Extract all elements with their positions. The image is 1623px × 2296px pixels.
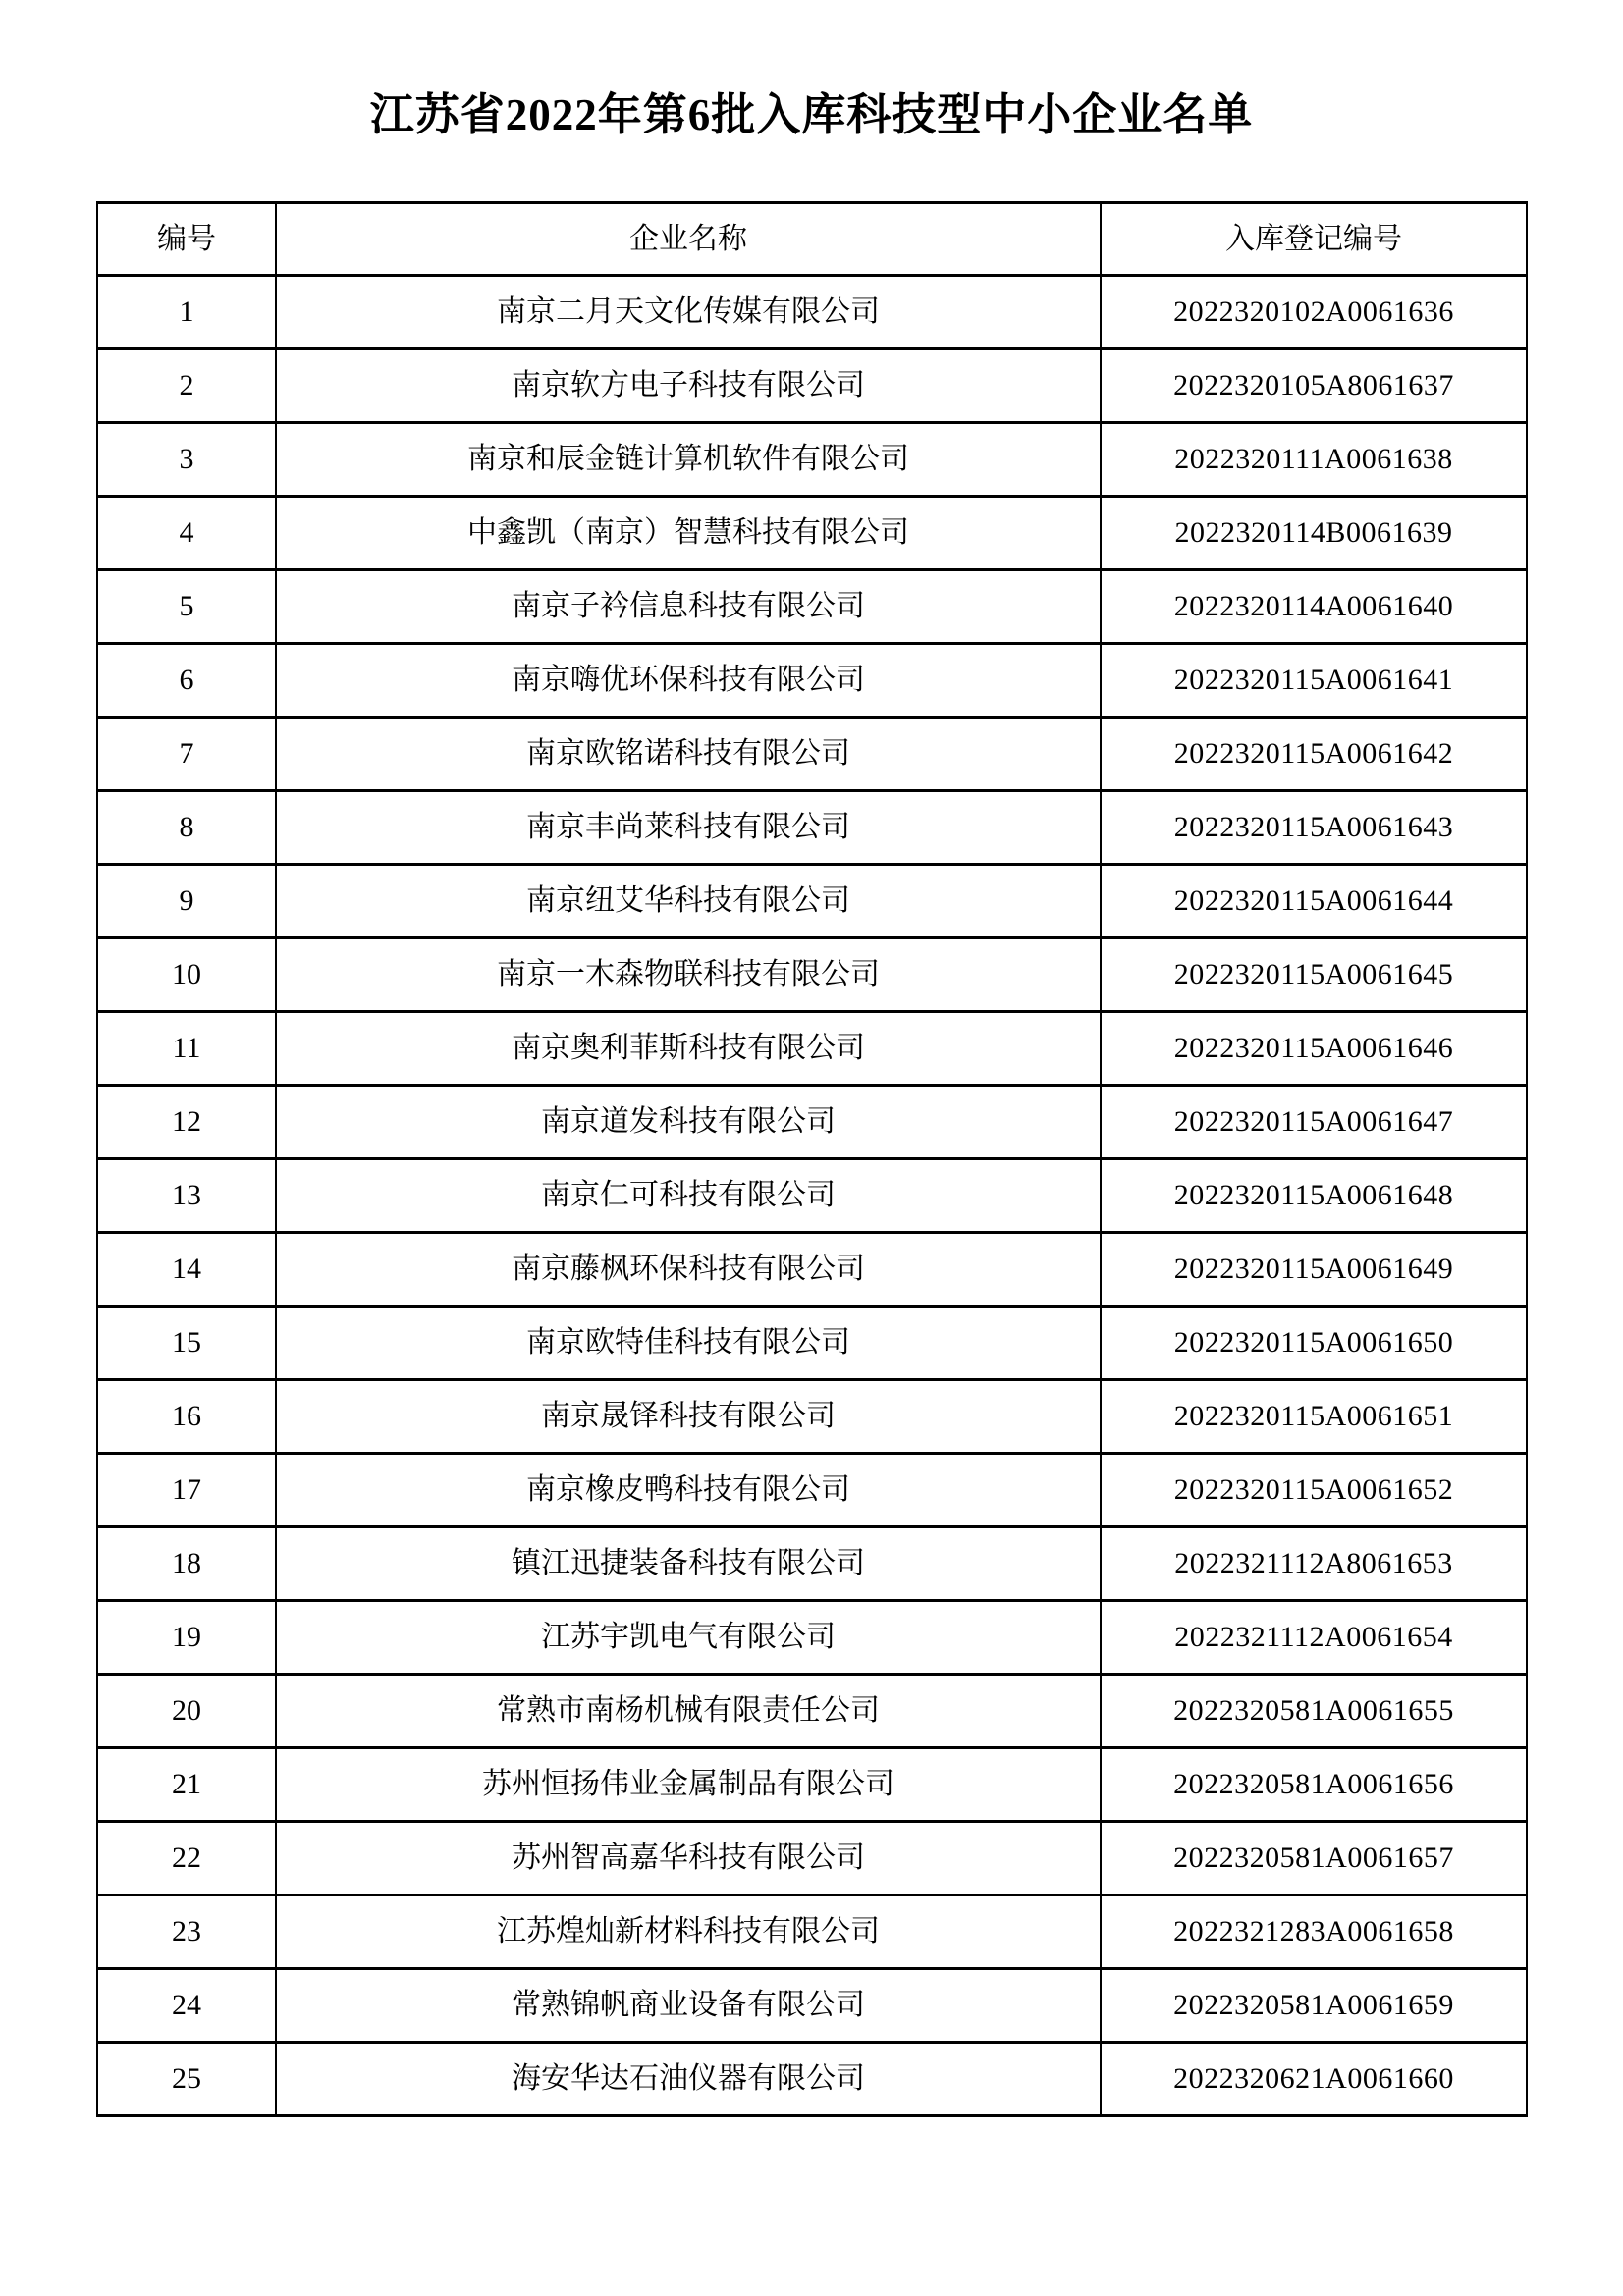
table-row bbox=[97, 570, 1527, 644]
table-row bbox=[97, 1233, 1527, 1307]
registration-code-cell: 2022320115A0061652 bbox=[1101, 1454, 1527, 1527]
table-row bbox=[97, 1454, 1527, 1527]
registration-code-cell: 2022320115A0061643 bbox=[1101, 791, 1527, 865]
company-name-cell: 南京晟铎科技有限公司 bbox=[276, 1380, 1101, 1454]
table-row bbox=[97, 1748, 1527, 1822]
serial-number-cell: 5 bbox=[97, 570, 276, 644]
serial-number-cell: 4 bbox=[97, 497, 276, 570]
company-name-cell: 苏州恒扬伟业金属制品有限公司 bbox=[276, 1748, 1101, 1822]
table-row bbox=[97, 2043, 1527, 2116]
serial-number-cell: 10 bbox=[97, 938, 276, 1012]
company-name-cell: 南京纽艾华科技有限公司 bbox=[276, 865, 1101, 938]
company-name-cell: 南京奥利菲斯科技有限公司 bbox=[276, 1012, 1101, 1086]
company-name-cell: 江苏煌灿新材料科技有限公司 bbox=[276, 1896, 1101, 1969]
company-name-cell: 常熟锦帆商业设备有限公司 bbox=[276, 1969, 1101, 2043]
table-row bbox=[97, 1159, 1527, 1233]
company-name-cell: 南京橡皮鸭科技有限公司 bbox=[276, 1454, 1101, 1527]
company-name-cell: 海安华达石油仪器有限公司 bbox=[276, 2043, 1101, 2116]
registration-code-cell: 2022320114B0061639 bbox=[1101, 497, 1527, 570]
serial-number-cell: 9 bbox=[97, 865, 276, 938]
registration-code-cell: 2022320115A0061641 bbox=[1101, 644, 1527, 718]
company-name-cell: 南京欧铭诺科技有限公司 bbox=[276, 718, 1101, 791]
registration-code-cell: 2022320115A0061650 bbox=[1101, 1307, 1527, 1380]
company-name-cell: 中鑫凯（南京）智慧科技有限公司 bbox=[276, 497, 1101, 570]
page-title: 江苏省2022年第6批入库科技型中小企业名单 bbox=[369, 90, 1254, 139]
registration-code-cell: 2022320115A0061645 bbox=[1101, 938, 1527, 1012]
registration-code-cell: 2022320115A0061648 bbox=[1101, 1159, 1527, 1233]
serial-number-cell: 2 bbox=[97, 349, 276, 423]
serial-number-cell: 14 bbox=[97, 1233, 276, 1307]
registration-code-cell: 2022321112A8061653 bbox=[1101, 1527, 1527, 1601]
company-name-cell: 南京欧特佳科技有限公司 bbox=[276, 1307, 1101, 1380]
registration-code-cell: 2022320115A0061651 bbox=[1101, 1380, 1527, 1454]
registration-code-cell: 2022320115A0061646 bbox=[1101, 1012, 1527, 1086]
table-row bbox=[97, 1086, 1527, 1159]
table-row bbox=[97, 1527, 1527, 1601]
company-table bbox=[96, 201, 1528, 2117]
company-name-cell: 南京道发科技有限公司 bbox=[276, 1086, 1101, 1159]
table-row bbox=[97, 938, 1527, 1012]
serial-number-cell: 3 bbox=[97, 423, 276, 497]
registration-code-cell: 2022320114A0061640 bbox=[1101, 570, 1527, 644]
table-row bbox=[97, 497, 1527, 570]
table-row bbox=[97, 791, 1527, 865]
serial-number-cell: 25 bbox=[97, 2043, 276, 2116]
header-registration-code: 入库登记编号 bbox=[1101, 203, 1527, 276]
company-name-cell: 南京一木森物联科技有限公司 bbox=[276, 938, 1101, 1012]
header-serial-number: 编号 bbox=[97, 203, 276, 276]
company-name-cell: 南京仁可科技有限公司 bbox=[276, 1159, 1101, 1233]
serial-number-cell: 21 bbox=[97, 1748, 276, 1822]
registration-code-cell: 2022320115A0061642 bbox=[1101, 718, 1527, 791]
serial-number-cell: 15 bbox=[97, 1307, 276, 1380]
company-name-cell: 常熟市南杨机械有限责任公司 bbox=[276, 1675, 1101, 1748]
company-name-cell: 南京软方电子科技有限公司 bbox=[276, 349, 1101, 423]
registration-code-cell: 2022320581A0061655 bbox=[1101, 1675, 1527, 1748]
registration-code-cell: 2022320102A0061636 bbox=[1101, 276, 1527, 349]
table-row bbox=[97, 1601, 1527, 1675]
serial-number-cell: 18 bbox=[97, 1527, 276, 1601]
table-row bbox=[97, 349, 1527, 423]
registration-code-cell: 2022321112A0061654 bbox=[1101, 1601, 1527, 1675]
registration-code-cell: 2022320581A0061659 bbox=[1101, 1969, 1527, 2043]
registration-code-cell: 2022320621A0061660 bbox=[1101, 2043, 1527, 2116]
serial-number-cell: 22 bbox=[97, 1822, 276, 1896]
company-name-cell: 南京丰尚莱科技有限公司 bbox=[276, 791, 1101, 865]
header-company-name: 企业名称 bbox=[276, 203, 1101, 276]
registration-code-cell: 2022320581A0061656 bbox=[1101, 1748, 1527, 1822]
company-name-cell: 南京二月天文化传媒有限公司 bbox=[276, 276, 1101, 349]
serial-number-cell: 7 bbox=[97, 718, 276, 791]
serial-number-cell: 11 bbox=[97, 1012, 276, 1086]
serial-number-cell: 16 bbox=[97, 1380, 276, 1454]
serial-number-cell: 19 bbox=[97, 1601, 276, 1675]
table-row bbox=[97, 1675, 1527, 1748]
table-header-row bbox=[97, 203, 1527, 276]
registration-code-cell: 2022320111A0061638 bbox=[1101, 423, 1527, 497]
company-name-cell: 南京嗨优环保科技有限公司 bbox=[276, 644, 1101, 718]
company-name-cell: 江苏宇凯电气有限公司 bbox=[276, 1601, 1101, 1675]
table-row bbox=[97, 1969, 1527, 2043]
serial-number-cell: 20 bbox=[97, 1675, 276, 1748]
company-name-cell: 南京藤枫环保科技有限公司 bbox=[276, 1233, 1101, 1307]
serial-number-cell: 13 bbox=[97, 1159, 276, 1233]
company-name-cell: 苏州智高嘉华科技有限公司 bbox=[276, 1822, 1101, 1896]
table-row bbox=[97, 865, 1527, 938]
table-row bbox=[97, 1380, 1527, 1454]
table-row bbox=[97, 1307, 1527, 1380]
registration-code-cell: 2022320115A0061647 bbox=[1101, 1086, 1527, 1159]
serial-number-cell: 17 bbox=[97, 1454, 276, 1527]
table-row bbox=[97, 1896, 1527, 1969]
serial-number-cell: 12 bbox=[97, 1086, 276, 1159]
table-row bbox=[97, 1822, 1527, 1896]
company-name-cell: 镇江迅捷装备科技有限公司 bbox=[276, 1527, 1101, 1601]
table-row bbox=[97, 423, 1527, 497]
table-body bbox=[97, 276, 1527, 2116]
registration-code-cell: 2022320581A0061657 bbox=[1101, 1822, 1527, 1896]
serial-number-cell: 8 bbox=[97, 791, 276, 865]
serial-number-cell: 1 bbox=[97, 276, 276, 349]
table-row bbox=[97, 644, 1527, 718]
serial-number-cell: 23 bbox=[97, 1896, 276, 1969]
table-row bbox=[97, 718, 1527, 791]
registration-code-cell: 2022320115A0061644 bbox=[1101, 865, 1527, 938]
company-name-cell: 南京子衿信息科技有限公司 bbox=[276, 570, 1101, 644]
serial-number-cell: 6 bbox=[97, 644, 276, 718]
table-row bbox=[97, 1012, 1527, 1086]
company-name-cell: 南京和辰金链计算机软件有限公司 bbox=[276, 423, 1101, 497]
registration-code-cell: 2022320115A0061649 bbox=[1101, 1233, 1527, 1307]
registration-code-cell: 2022320105A8061637 bbox=[1101, 349, 1527, 423]
registration-code-cell: 2022321283A0061658 bbox=[1101, 1896, 1527, 1969]
serial-number-cell: 24 bbox=[97, 1969, 276, 2043]
table-row bbox=[97, 276, 1527, 349]
